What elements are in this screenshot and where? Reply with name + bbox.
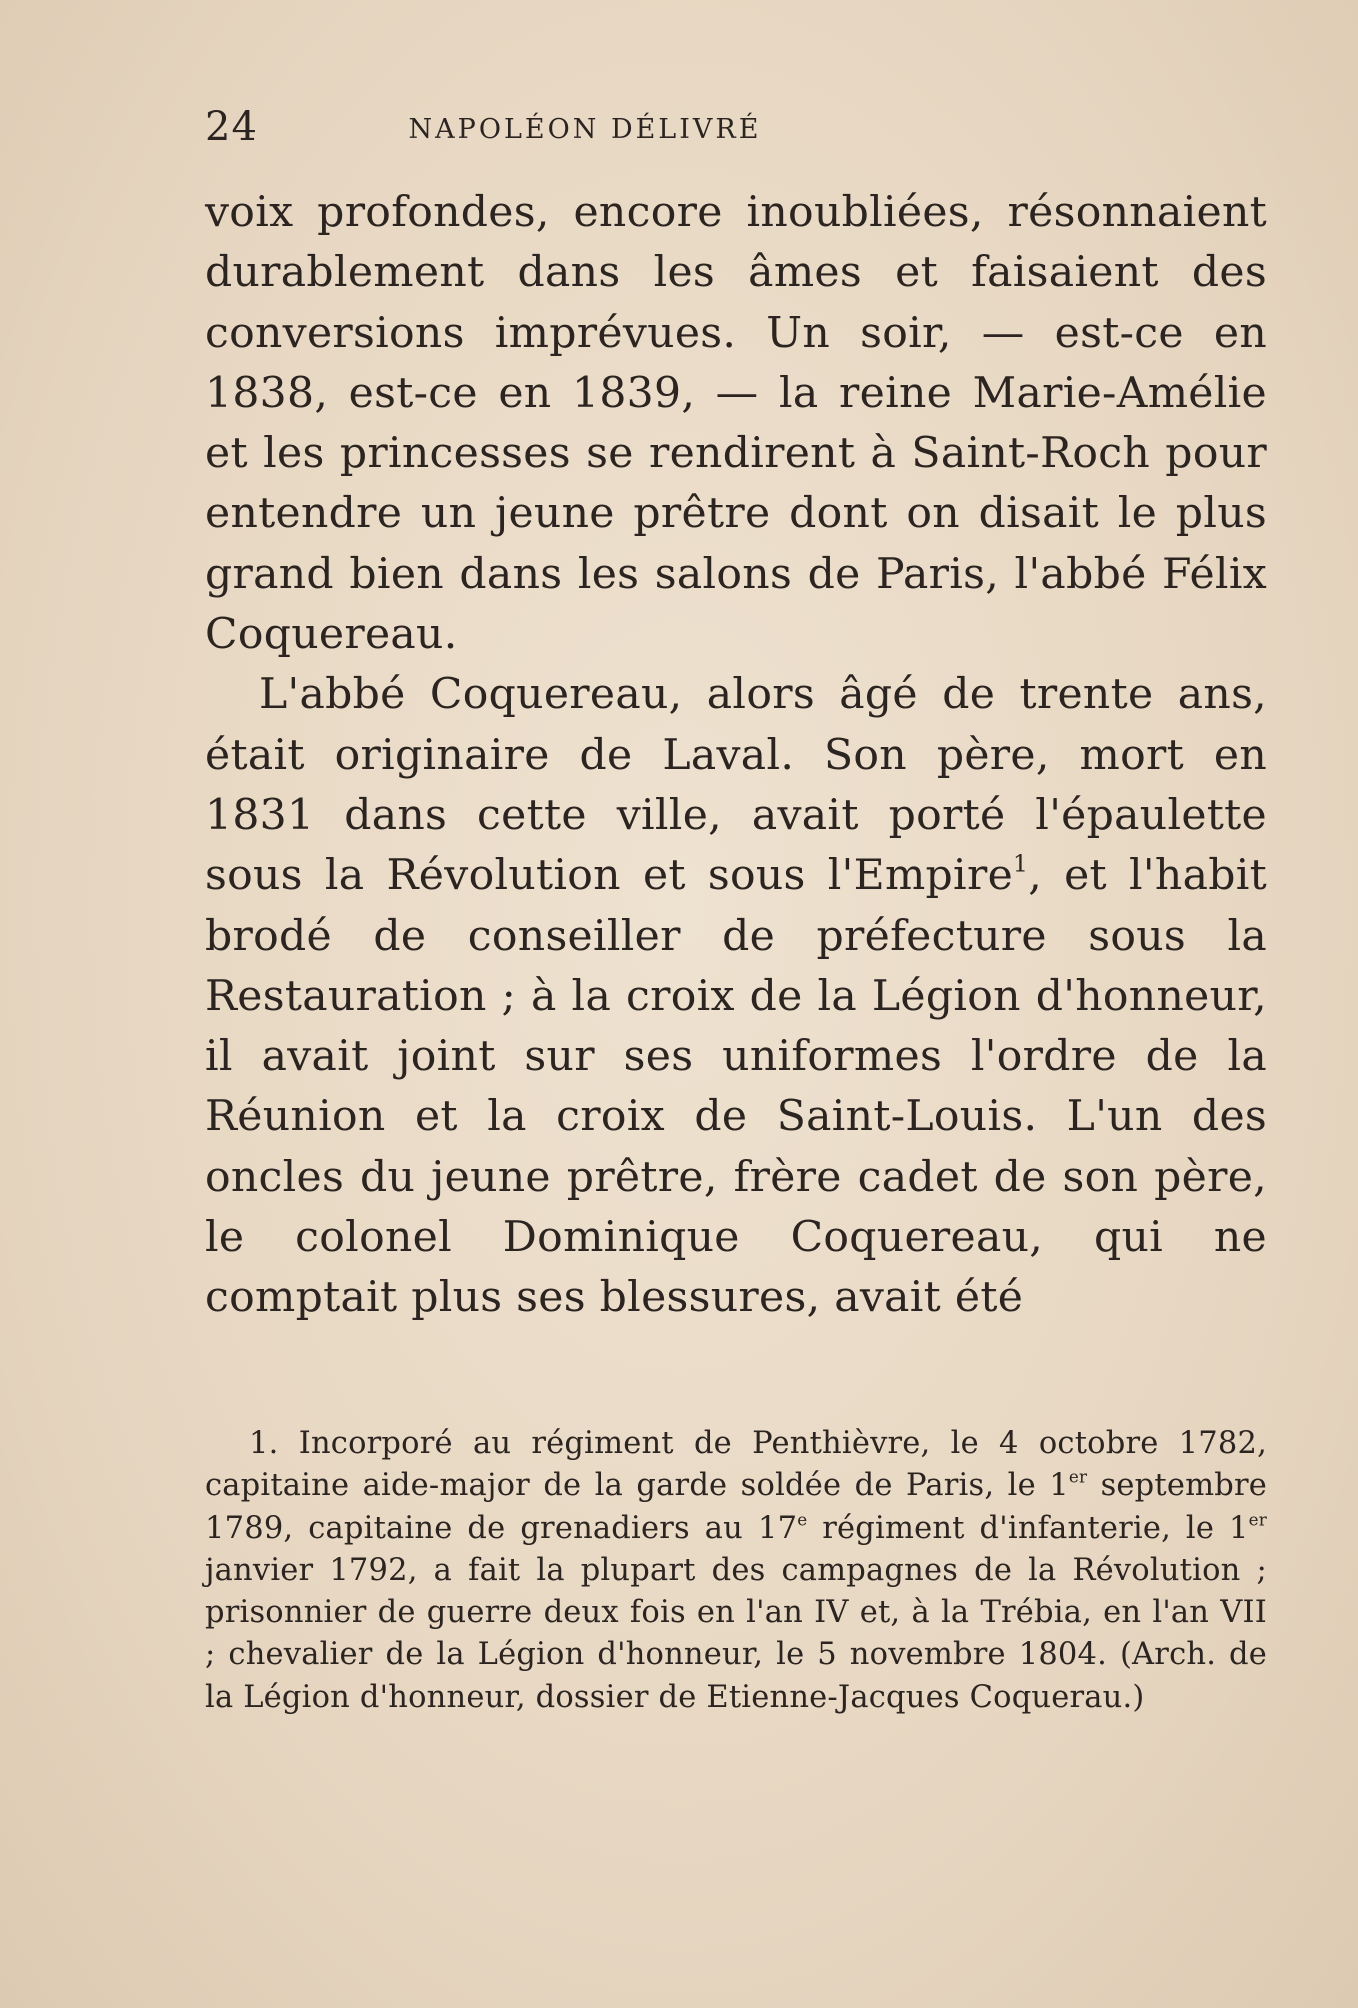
- paragraph-2: [205, 665, 1267, 1328]
- body-text: [205, 183, 1267, 1329]
- ordinal-suffix: er: [1068, 1466, 1088, 1487]
- ordinal-suffix: er: [1248, 1509, 1267, 1530]
- ordinal-suffix: e: [797, 1509, 808, 1530]
- footnotes: [205, 1423, 1267, 1719]
- footnote-1-text-c: régiment d'infanterie, le 1: [807, 1510, 1249, 1546]
- footnote-reference: 1: [1013, 849, 1029, 878]
- footnote-1-text-d: janvier 1792, a fait la plupart des campagnes de la Révolution ; prisonnier de guerre deux fois en l'an IV et, à la Trébia, en l'an VII ; chevalier de la Légion d'honneur, le 5 novembre 1804. (Arch. de la Légion d'honneur, dossier de Etienne-Jacques Coquerau.): [205, 1552, 1267, 1715]
- running-title: NAPOLÉON DÉLIVRÉ: [408, 114, 762, 145]
- footnote-1: [205, 1423, 1267, 1719]
- footnote-1-text-a: 1. Incorporé au régiment de Penthièvre, le 4 octobre 1782, capitaine aide-major de la garde soldée de Paris, le 1: [205, 1426, 1267, 1504]
- page-number: 24: [205, 104, 258, 150]
- footnote-1-text-b: septembre 1789, capitaine de grenadiers au 17: [205, 1468, 1267, 1546]
- paragraph-2-text-a: L'abbé Coquereau, alors âgé de trente ans, était originaire de Laval. Son père, mort en 1831 dans cette ville, avait porté l'épaulette sous la Révolution et sous l'Empire: [205, 670, 1267, 901]
- paragraph-1: voix profondes, encore inoubliées, résonnaient durablement dans les âmes et faisaient des conversions imprévues. Un soir, — est-ce en 1838, est-ce en 1839, — la reine Marie-Amélie et les princesses se rendirent à Saint-Roch pour entendre un jeune prêtre dont on disait le plus grand bien dans les salons de Paris, l'abbé Félix Coquereau.: [205, 188, 1267, 660]
- paragraph-2-text-b: , et l'habit brodé de conseiller de préfecture sous la Restauration ; à la croix de la Légion d'honneur, il avait joint sur ses uniformes l'ordre de la Réunion et la croix de Saint-Louis. L'un des oncles du jeune prêtre, frère cadet de son père, le colonel Dominique Coquereau, qui ne comptait plus ses blessures, avait été: [205, 851, 1268, 1323]
- page-header: [205, 104, 1265, 154]
